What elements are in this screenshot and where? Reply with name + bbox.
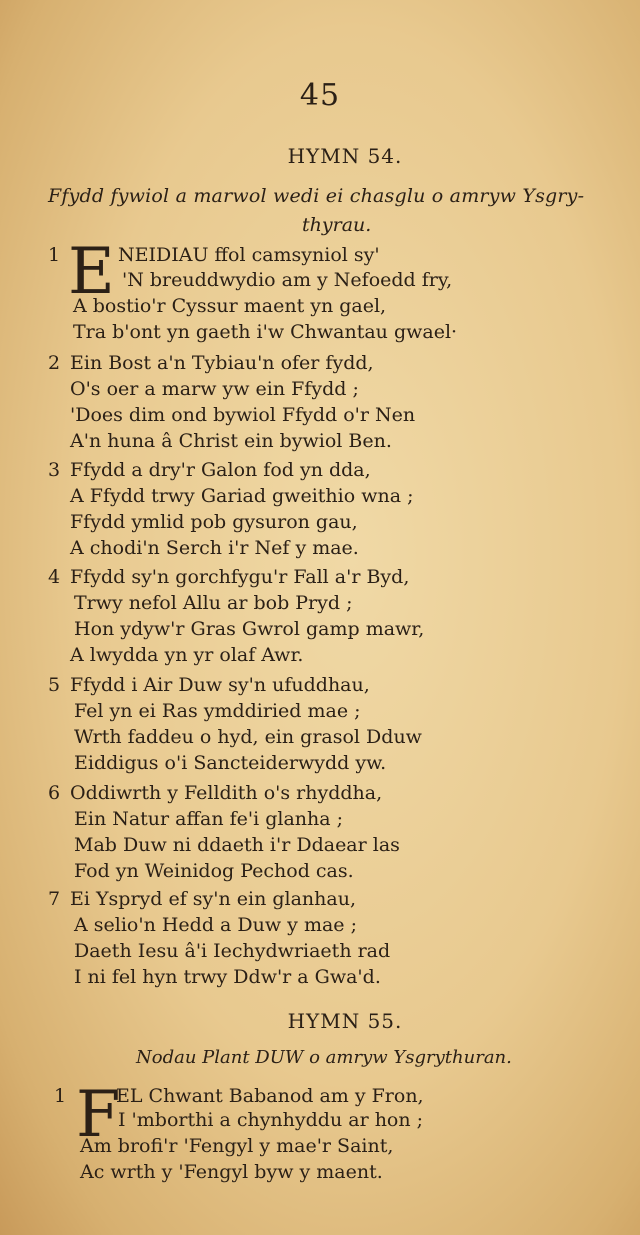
hymn-54-title: HYMN 54. [287,144,403,168]
stanza-number: 2 [48,352,61,374]
verse-line: Wrth faddeu o hyd, ein grasol Dduw [74,726,422,748]
verse-line: A selio'n Hedd a Duw y mae ; [74,914,357,936]
verse-line: EL Chwant Babanod am y Fron, [116,1085,424,1107]
verse-line: Daeth Iesu â'i Iechydwriaeth rad [74,940,391,962]
drop-cap: E [68,235,115,309]
drop-cap: F [76,1078,121,1152]
verse-line: Ein Natur affan fe'i glanha ; [74,808,344,830]
verse-line: Eiddigus o'i Sancteiderwydd yw. [74,752,387,774]
stanza-number: 6 [48,782,61,804]
hymn-54-stanza-6 [48,782,628,887]
hymn-55-stanza-1 [48,1078,628,1195]
verse-line: Fod yn Weinidog Pechod cas. [74,860,354,882]
verse-line: Mab Duw ni ddaeth i'r Ddaear las [74,834,400,856]
verse-line: Tra b'ont yn gaeth i'w Chwantau gwael· [73,321,458,343]
hymn-54-stanza-5 [48,674,628,779]
hymn-54-stanza-1 [48,235,628,354]
verse-line: Ffydd i Air Duw sy'n ufuddhau, [70,674,370,696]
verse-line: NEIDIAU ffol camsyniol sy' [118,244,380,266]
stanza-number: 4 [48,566,61,588]
verse-line: Ei Yspryd ef sy'n ein glanhau, [70,888,357,910]
verse-line: Ac wrth y 'Fengyl byw y maent. [80,1161,383,1183]
hymn-54-stanza-4 [48,566,628,671]
verse-line: Ffydd sy'n gorchfygu'r Fall a'r Byd, [70,566,410,588]
verse-line: Oddiwrth y Felldith o's rhyddha, [70,782,383,804]
hymn-54-subtitle-line2: thyrau. [302,214,372,236]
verse-line: I 'mborthi a chynhyddu ar hon ; [118,1109,424,1131]
verse-line: A chodi'n Serch i'r Nef y mae. [70,537,359,559]
hymn-54-stanza-7 [48,888,628,993]
hymn-54-stanza-3 [48,459,628,564]
hymn-55-subtitle: Nodau Plant DUW o amryw Ysgrythuran. [136,1047,512,1068]
hymn-54-stanza-2 [48,352,628,457]
verse-line: Ein Bost a'n Tybiau'n ofer fydd, [70,352,374,374]
verse-line: Trwy nefol Allu ar bob Pryd ; [74,592,353,614]
page-number: 45 [299,78,341,113]
verse-line: O's oer a marw yw ein Ffydd ; [70,378,359,400]
stanza-number: 1 [54,1085,67,1107]
hymn-55-title: HYMN 55. [287,1009,403,1033]
hymn-54-subtitle-line1: Ffydd fywiol a marwol wedi ei chasglu o amryw Ysgry- [48,185,585,207]
verse-line: I ni fel hyn trwy Ddw'r a Gwa'd. [74,966,381,988]
verse-line: 'N breuddwydio am y Nefoedd fry, [122,269,453,291]
stanza-number: 7 [48,888,61,910]
verse-line: Hon ydyw'r Gras Gwrol gamp mawr, [74,618,425,640]
verse-line: A bostio'r Cyssur maent yn gael, [73,295,387,317]
verse-line: 'Does dim ond bywiol Ffydd o'r Nen [70,404,416,426]
stanza-number: 1 [48,244,61,266]
verse-line: Am brofi'r 'Fengyl y mae'r Saint, [80,1135,394,1157]
verse-line: A Ffydd trwy Gariad gweithio wna ; [70,485,414,507]
stanza-number: 5 [48,674,61,696]
verse-line: Fel yn ei Ras ymddiried mae ; [74,700,361,722]
verse-line: Ffydd ymlid pob gysuron gau, [70,511,358,533]
verse-line: A'n huna â Christ ein bywiol Ben. [70,430,392,452]
stanza-number: 3 [48,459,61,481]
verse-line: A lwydda yn yr olaf Awr. [70,644,304,666]
verse-line: Ffydd a dry'r Galon fod yn dda, [70,459,371,481]
